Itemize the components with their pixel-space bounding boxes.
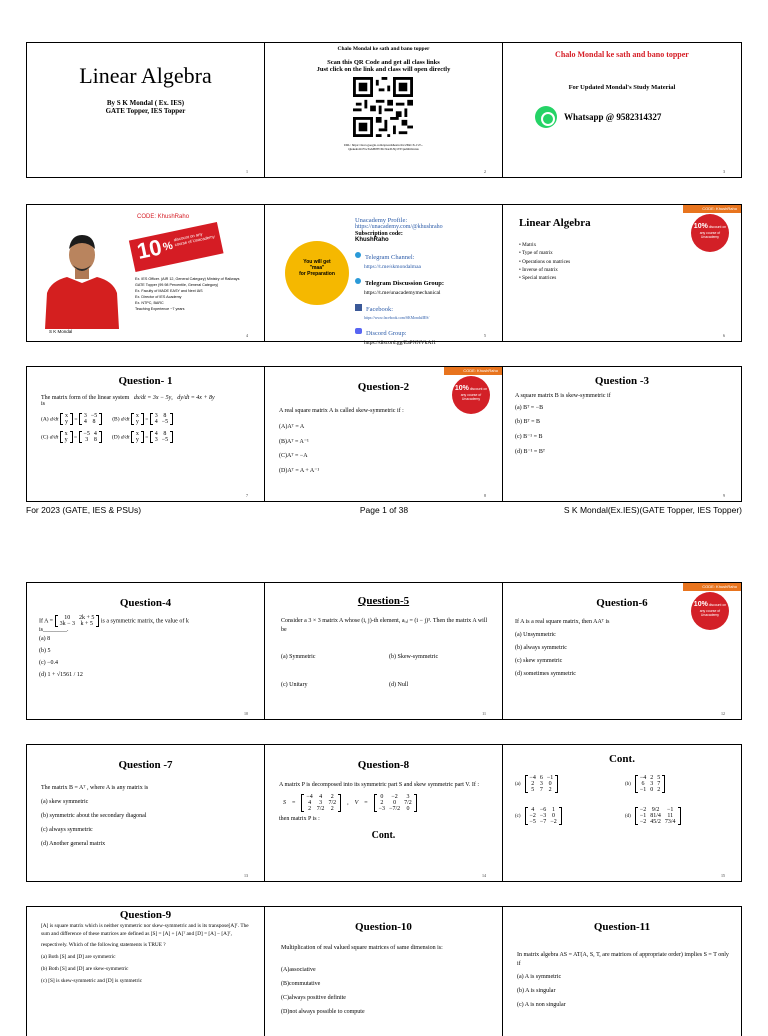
badge-code: CODE: KhushRaho bbox=[683, 205, 741, 213]
bubble-line: "maa" bbox=[309, 265, 325, 271]
option-c[interactable]: (c) skew symmetric bbox=[514, 658, 563, 664]
option-c[interactable]: (c) −0.4 bbox=[39, 660, 59, 666]
option-c[interactable]: (C) d/dt x y = −5 4 3 8 bbox=[41, 431, 102, 443]
option-a[interactable]: (a) Unsymmetric bbox=[514, 632, 556, 638]
option-b[interactable]: (b) Both [S] and [D] are skew-symmetric bbox=[41, 966, 129, 973]
slide-row-5 bbox=[26, 744, 742, 882]
question-tail: then matrix P is : bbox=[278, 815, 320, 822]
option-label: (c) bbox=[514, 813, 521, 819]
option-label: (A) bbox=[41, 416, 49, 423]
slide-title: Linear Algebra bbox=[79, 63, 212, 88]
profile-heading: Unacademy Profile: bbox=[354, 217, 408, 224]
option-d[interactable]: (d) B⁻¹ = Bᵀ bbox=[514, 449, 545, 455]
matrix: 4 −6 1 −2 −3 0 −5 −7 −2 bbox=[525, 807, 562, 825]
code-label: CODE: KhushRaho bbox=[137, 214, 190, 220]
question-is: is________. bbox=[39, 627, 69, 633]
question-is: is bbox=[41, 401, 46, 407]
slide-9 bbox=[503, 367, 741, 501]
question-title: Question-10 bbox=[355, 921, 412, 933]
matrix: 3 −5 4 8 bbox=[79, 413, 102, 425]
credential-item: Ex. Director of IES Academy bbox=[135, 294, 182, 299]
discord-heading: Discord Group: bbox=[365, 330, 407, 337]
option-d[interactable]: (d) Another general matrix bbox=[41, 841, 106, 847]
option-d[interactable]: (D) d/dt x y = 4 8 3 −5 bbox=[112, 431, 173, 443]
page-number: 5 bbox=[483, 333, 486, 338]
telegram-link[interactable]: https://t.me/skmondalmaa bbox=[363, 264, 421, 270]
question-text: In matrix algebra AS = AT(A, S, T, are matrices of appropriate order) implies S = T only if bbox=[516, 952, 729, 967]
option-a[interactable]: (a) Symmetric bbox=[280, 654, 316, 661]
discord-icon bbox=[355, 328, 362, 334]
vector: x y bbox=[60, 431, 73, 443]
option-b[interactable]: (B)commutative bbox=[280, 981, 321, 987]
discount-banner bbox=[128, 216, 225, 276]
cont-label: Cont. bbox=[371, 829, 396, 841]
updated-material-text: For Updated Mondal's Study Material bbox=[568, 84, 676, 91]
matrix-s: −4 4 2 4 3 7/2 2 7/2 2 bbox=[301, 794, 341, 812]
page-number: 6 bbox=[722, 333, 725, 338]
matrix-v: 0 −2 3 2 0 7/2 −3 −7/2 0 bbox=[374, 794, 417, 812]
topic-item: • Type of matrix bbox=[518, 250, 553, 257]
author-subtitle: GATE Topper, IES Topper bbox=[105, 107, 186, 115]
option-a[interactable]: (A)Aᵀ = A bbox=[278, 423, 305, 430]
option-c[interactable]: (c) A is non singular bbox=[516, 1002, 566, 1009]
footer-right: S K Mondal(Ex.IES)(GATE Topper, IES Topper) bbox=[563, 505, 742, 515]
option-label: (b) bbox=[624, 781, 631, 787]
footer-page: Page 1 of 38 bbox=[359, 505, 409, 515]
matrix: −5 4 3 8 bbox=[79, 431, 102, 443]
page-number: 10 bbox=[243, 711, 248, 716]
slide-10 bbox=[27, 583, 265, 719]
slide-17 bbox=[265, 907, 503, 1036]
question-title: Question-5 bbox=[357, 595, 410, 607]
option-b[interactable]: (b) Bᵀ = B bbox=[514, 419, 541, 425]
scan-line-1: Scan this QR Code and get all class links bbox=[327, 59, 440, 66]
topic-item: • Inverse of matrix bbox=[518, 266, 558, 273]
option-b[interactable] bbox=[625, 775, 665, 793]
topic-item: • Special matrices bbox=[518, 275, 557, 282]
option-a[interactable]: (A)associative bbox=[280, 967, 316, 973]
slide-4 bbox=[27, 205, 265, 341]
option-label: (D) bbox=[111, 434, 120, 441]
slide-title: Linear Algebra bbox=[518, 217, 591, 229]
page-number: 15 bbox=[720, 873, 725, 878]
page-number: 1 bbox=[245, 169, 248, 174]
discount-text: discount on any course of Unacademy bbox=[173, 231, 216, 248]
question-text: Consider a 3 × 3 matrix A whose (i, j)-th element, aᵢ,ⱼ = (i − j)³. Then the matrix A will be bbox=[280, 618, 488, 633]
telegram-group-link[interactable]: https://t.me/unacademymechanical bbox=[363, 290, 441, 296]
page-number: 12 bbox=[720, 711, 725, 716]
question-title: Question-11 bbox=[593, 921, 651, 933]
telegram-heading: Telegram Channel: bbox=[364, 254, 415, 261]
facebook-heading: Facebook: bbox=[365, 306, 394, 313]
scan-line-2: Just click on the link and class will open directly bbox=[316, 66, 451, 73]
badge-code: CODE: KhushRaho bbox=[683, 583, 741, 591]
discount-badge bbox=[444, 367, 502, 417]
page-number: 4 bbox=[245, 333, 248, 338]
option-b[interactable]: (b) symmetric about the secondary diagonal bbox=[41, 813, 147, 819]
badge-circle: 10% discount on any course of Unacademy bbox=[691, 214, 729, 252]
option-a[interactable]: (a) Bᵀ = −B bbox=[514, 405, 544, 411]
option-a[interactable]: (a) 8 bbox=[39, 636, 51, 642]
subscription-heading: Subscription code: bbox=[354, 231, 403, 237]
discount-percent: % bbox=[161, 239, 174, 254]
author: By S K Mondal ( Ex. IES) bbox=[106, 99, 185, 107]
slide-row-1 bbox=[26, 42, 742, 178]
bubble-line: You will get bbox=[303, 259, 331, 265]
options-row-1 bbox=[41, 413, 264, 425]
option-c[interactable]: (c) always symmetric bbox=[41, 827, 93, 833]
matrix: 10 2k + 5 3k − 3 k + 5 bbox=[55, 615, 100, 627]
option-d[interactable]: (d) Null bbox=[388, 682, 409, 689]
question-title: Question -7 bbox=[118, 759, 173, 771]
slide-18 bbox=[503, 907, 741, 1036]
option-a[interactable]: (A) d/dt x y = 3 −5 4 8 bbox=[41, 413, 102, 425]
question-text-2: respectively. Which of the following statements is TRUE ? bbox=[41, 942, 166, 949]
facebook-icon bbox=[355, 304, 362, 311]
options-row-2 bbox=[515, 807, 741, 825]
option-label: (B) bbox=[112, 416, 120, 423]
option-label: (d) bbox=[624, 813, 631, 819]
credential-item: Ex. Faculty of MADE EASY and Next IAS bbox=[135, 288, 203, 293]
badge-circle: 10% discount on any course of Unacademy bbox=[691, 592, 729, 630]
option-c[interactable] bbox=[515, 807, 625, 825]
matrix: 4 8 3 −5 bbox=[150, 431, 173, 443]
topic-item: • Operations on matrices bbox=[518, 258, 571, 265]
question-text: Multiplication of real valued square matrices of same dimension is: bbox=[280, 945, 443, 951]
question-stem: is a symmetric matrix, the value of k bbox=[100, 618, 189, 625]
credential-item: Ex. NTPC, BARC bbox=[135, 300, 164, 305]
question-title: Question-6 bbox=[596, 597, 648, 609]
page-footer bbox=[26, 505, 742, 519]
page-number: 11 bbox=[482, 711, 486, 716]
slide-16 bbox=[27, 907, 265, 1036]
page-number: 7 bbox=[245, 493, 248, 498]
option-c[interactable]: (c) Unitary bbox=[280, 682, 308, 689]
presenter-name: S K Mondal bbox=[49, 329, 73, 334]
subscription-code: KhushRaho bbox=[354, 237, 389, 243]
option-b[interactable]: (b) 5 bbox=[39, 648, 51, 654]
discord-link[interactable]: https://discord.gg/EaPNNVkAf1 bbox=[363, 340, 436, 346]
equation: dx/dt = 3x − 5y bbox=[133, 395, 172, 401]
question-text bbox=[39, 615, 264, 633]
slide-8 bbox=[265, 367, 503, 501]
page-number: 9 bbox=[722, 493, 725, 498]
question-title: Question-8 bbox=[357, 759, 410, 771]
slide-row-4 bbox=[26, 582, 742, 720]
option-c[interactable]: (C)always positive definite bbox=[280, 995, 346, 1001]
given-matrices: S = −4 4 2 4 3 7/2 2 7/2 2 , V = 0 −2 3 2 0 7/2 −3 −7/2 0 bbox=[283, 794, 502, 812]
url-text-2[interactable]: Quakabdd1Yw3wkBJ8VXb/XsrdU9yrVE/pubhtml.nus bbox=[348, 147, 419, 151]
question-stem: The matrix form of the linear system bbox=[41, 395, 130, 401]
bubble-line: for Preparation bbox=[299, 271, 335, 277]
option-b[interactable]: (b) Skew-symmetric bbox=[388, 654, 439, 661]
option-d[interactable]: (D)Aᵀ = A + A⁻¹ bbox=[278, 467, 320, 474]
matrix: −4 6 −1 2 3 0 5 7 2 bbox=[525, 775, 559, 793]
topic-item: • Matrix bbox=[518, 242, 537, 248]
option-d[interactable]: (D)not always possible to compute bbox=[280, 1009, 365, 1015]
maa-bubble bbox=[285, 241, 349, 305]
slide-heading: Chalo Mondal ke sath and bano topper bbox=[555, 50, 689, 59]
credential-item: Teaching Experience ~7 years bbox=[135, 306, 185, 311]
option-b[interactable]: (B) d/dt x y = 3 8 4 −5 bbox=[112, 413, 173, 425]
question-text: [A] is square matrix which is neither symmetric nor skew-symmetric and is its transpose[A]ᵀ. The sum and difference of these matrices are defined as [S] = [A] + [A]ᵀ and [D] = [A] − [A]ᵀ, bbox=[41, 923, 249, 937]
question-text: If A is a real square matrix, then AAᵀ is bbox=[514, 619, 610, 625]
matrix: −4 2 5 6 3 7 −1 0 2 bbox=[635, 775, 665, 793]
slide-5 bbox=[265, 205, 503, 346]
question-text: A real square matrix A is called skew-symmetric if : bbox=[278, 408, 404, 414]
discount-badge bbox=[683, 583, 741, 633]
page-number: 14 bbox=[481, 873, 486, 878]
whatsapp-number: Whatsapp @ 9582314327 bbox=[563, 112, 662, 122]
page-number: 2 bbox=[483, 169, 486, 174]
whatsapp-contact[interactable] bbox=[535, 106, 741, 128]
option-d[interactable]: (d) 1 + √1561 / 12 bbox=[39, 672, 83, 678]
question-title: Cont. bbox=[608, 753, 635, 765]
slide-row-6 bbox=[26, 906, 742, 1036]
slide-heading: Chalo Mondal ke sath and bano topper bbox=[337, 46, 430, 52]
telegram-icon bbox=[355, 278, 361, 284]
question-text: A square matrix B is skew-symmetric if bbox=[514, 393, 611, 399]
question-text: The matrix form of the linear system dx/dt = 3x − 5y, dy/dt = 4x + 8y is bbox=[41, 395, 264, 407]
slide-1 bbox=[27, 43, 265, 177]
question-title: Question-2 bbox=[357, 381, 410, 393]
question-text: A matrix P is decomposed into its symmetric part S and skew symmetric part V. If : bbox=[278, 782, 480, 788]
options-row-2 bbox=[41, 431, 264, 443]
option-a[interactable]: (a) A is symmetric bbox=[516, 974, 562, 981]
topics-list bbox=[519, 241, 570, 283]
slide-15 bbox=[503, 745, 741, 881]
credential-item: GATE Topper (99.98 Percentile, General Category) bbox=[135, 282, 219, 287]
telegram-icon bbox=[355, 252, 361, 258]
option-b[interactable]: (b) A is singular bbox=[516, 988, 556, 995]
option-a[interactable]: (a) skew symmetric bbox=[41, 799, 89, 805]
discount-value: 10 bbox=[134, 234, 164, 264]
equation: dy/dt = 4x + 8y bbox=[177, 395, 215, 401]
vector: x y bbox=[131, 413, 144, 425]
facebook-link[interactable]: https://www.facebook.com/SKMondalIES/ bbox=[363, 316, 430, 320]
vector: x y bbox=[60, 413, 73, 425]
option-label: (a) bbox=[514, 781, 521, 787]
footer-left: For 2023 (GATE, IES & PSUs) bbox=[26, 505, 142, 515]
slide-row-3 bbox=[26, 366, 742, 502]
question-title: Question-4 bbox=[119, 597, 172, 609]
option-b[interactable]: (b) always symmetric bbox=[514, 645, 567, 651]
option-c[interactable]: (C)Aᵀ = −A bbox=[278, 452, 308, 459]
option-label: (C) bbox=[41, 434, 49, 441]
slide-row-2 bbox=[26, 204, 742, 346]
matrix: 3 8 4 −5 bbox=[150, 413, 173, 425]
profile-link[interactable]: https://unacademy.com/@khushraho bbox=[354, 224, 443, 230]
discount-badge bbox=[683, 205, 741, 255]
option-a[interactable]: (a) Both [S] and [D] are symmetric bbox=[41, 954, 116, 961]
credentials-list bbox=[135, 277, 261, 312]
option-d[interactable]: (d) sometimes symmetric bbox=[514, 671, 576, 677]
question-title: Question- 1 bbox=[118, 375, 173, 387]
vector: x y bbox=[131, 431, 144, 443]
question-title: Question-9 bbox=[119, 909, 172, 921]
slide-13 bbox=[27, 745, 265, 881]
matrix: −2 9/2 −1 −1 81/4 11 −2 45/2 73/4 bbox=[635, 807, 681, 825]
badge-code: CODE: KhushRaho bbox=[444, 367, 502, 375]
url-text[interactable]: URL: https://docs.google.com/spreadsheets/d/e/2PACX-1vT... bbox=[343, 143, 424, 147]
slide-7 bbox=[27, 367, 265, 501]
slide-11 bbox=[265, 583, 503, 719]
page-number: 8 bbox=[483, 493, 486, 498]
question-text: The matrix B = Aᵀ , where A is any matrix is bbox=[41, 785, 149, 791]
slide-14 bbox=[265, 745, 503, 881]
question-title: Question -3 bbox=[594, 375, 649, 387]
option-b[interactable]: (B)Aᵀ = A⁻¹ bbox=[278, 438, 309, 445]
options-row-1 bbox=[515, 775, 741, 793]
badge-circle: 10% discount on any course of Unacademy bbox=[452, 376, 490, 414]
option-a[interactable] bbox=[515, 775, 625, 793]
telegram-group-heading: Telegram Discussion Group: bbox=[364, 280, 445, 287]
slide-6 bbox=[503, 205, 741, 341]
whatsapp-icon bbox=[535, 106, 557, 128]
page-number: 13 bbox=[243, 873, 248, 878]
option-c[interactable]: (c) B⁻¹ = B bbox=[514, 434, 543, 440]
qr-code-icon[interactable] bbox=[353, 77, 413, 137]
page-number: 3 bbox=[722, 169, 725, 174]
slide-3 bbox=[503, 43, 741, 177]
presenter-photo bbox=[37, 221, 127, 329]
option-d[interactable] bbox=[625, 807, 681, 825]
credential-item: Ex. IES Officer. (AIR 12, General Category) Ministry of Railways bbox=[135, 277, 240, 281]
slide-2 bbox=[265, 43, 503, 177]
option-c[interactable]: (c) [S] is skew-symmetric and [D] is symmetric bbox=[41, 978, 143, 985]
slide-12 bbox=[503, 583, 741, 719]
question-if: If A = bbox=[39, 618, 54, 625]
